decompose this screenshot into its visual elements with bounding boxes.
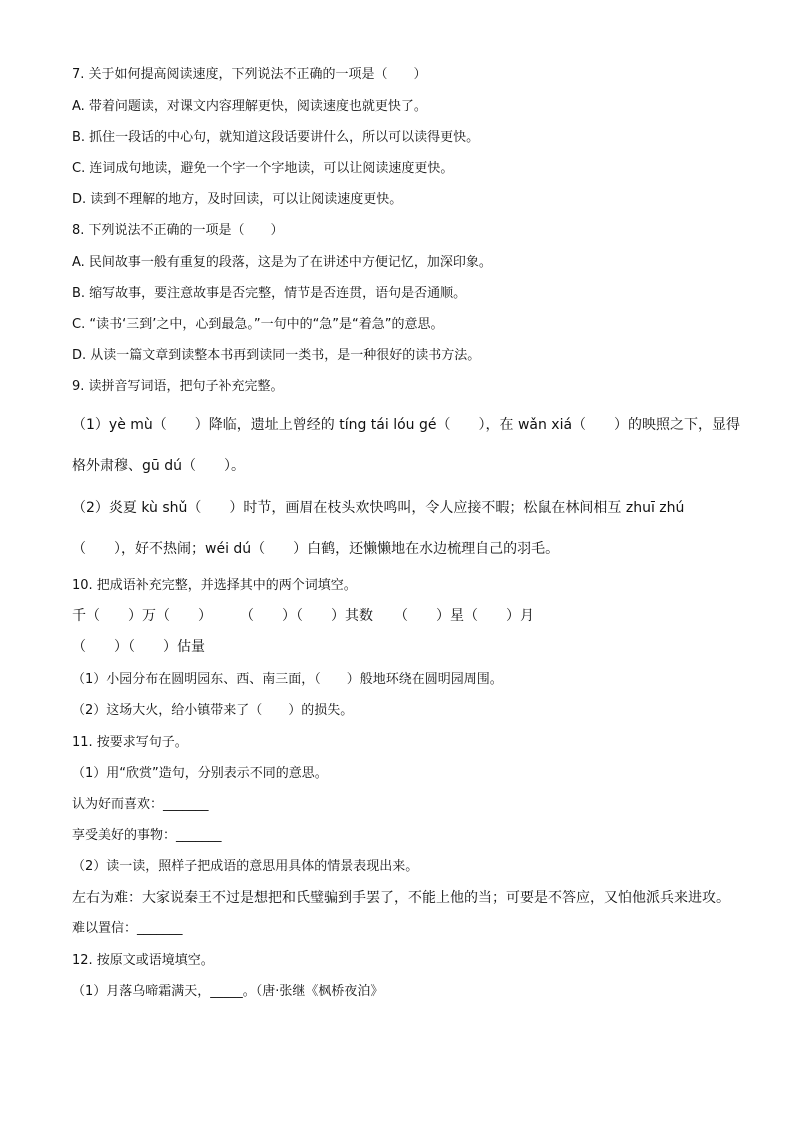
question-7-option-d: D. 读到不理解的地方，及时回读，可以让阅读速度更快。 (72, 192, 403, 207)
question-8-option-b: B. 缩写故事，要注意故事是否完整，情节是否连贯，语句是否通顺。 (72, 286, 467, 301)
question-11-part1-meaning-a: 认为好而喜欢：_______ (72, 797, 209, 812)
question-12-stem: 12. 按原文或语境填空。 (72, 953, 214, 968)
question-10-idioms-row1: 千（ ）万（ ） （ ）（ ）其数 （ ）星（ ）月 (72, 608, 534, 624)
question-7-option-a: A. 带着问题读，对课文内容理解更快，阅读速度也就更快了。 (72, 99, 427, 114)
question-11-part1: （1）用“欣赏”造句，分别表示不同的意思。 (72, 766, 328, 781)
question-8-option-c: C. “读书‘三到’之中，心到最急。”一句中的“急”是“着急”的意思。 (72, 317, 444, 332)
question-12-part1: （1）月落乌啼霜满天，_____。（唐·张继《枫桥夜泊》 (72, 984, 384, 999)
question-8-option-a: A. 民间故事一般有重复的段落，这是为了在讲述中方便记忆，加深印象。 (72, 255, 492, 270)
question-10-sentence1: （1）小园分布在圆明园东、西、南三面，（ ）般地环绕在圆明园周围。 (72, 672, 503, 687)
question-7-option-b: B. 抓住一段话的中心句，就知道这段话要讲什么，所以可以读得更快。 (72, 130, 480, 145)
question-11-part2: （2）读一读，照样子把成语的意思用具体的情景表现出来。 (72, 859, 419, 874)
question-9-part2-line2: （ ），好不热闹；wéi dú（ ）白鹤，还懒懒地在水边梳理自己的羽毛。 (72, 541, 560, 557)
question-10-sentence2: （2）这场大火，给小镇带来了（ ）的损失。 (72, 703, 354, 718)
question-8-stem: 8. 下列说法不正确的一项是（ ） (72, 223, 284, 238)
question-11-part1-meaning-b: 享受美好的事物：_______ (72, 828, 222, 843)
question-8-option-d: D. 从读一篇文章到读整本书再到读同一类书，是一种很好的读书方法。 (72, 348, 481, 363)
question-9-part2-line1: （2）炎夏 kù shǔ（ ）时节，画眉在枝头欢快鸣叫，令人应接不暇；松鼠在林间相互 zhuī zhú (72, 500, 685, 516)
question-7-option-c: C. 连词成句地读，避免一个字一个字地读，可以让阅读速度更快。 (72, 161, 454, 176)
question-11-stem: 11. 按要求写句子。 (72, 735, 188, 750)
question-7-stem: 7. 关于如何提高阅读速度，下列说法不正确的一项是（ ） (72, 67, 427, 82)
question-10-stem: 10. 把成语补充完整，并选择其中的两个词填空。 (72, 578, 357, 593)
question-9-part1-line1: （1）yè mù（ ）降临，遗址上曾经的 tíng tái lóu gé（ ），在 wǎn xiá（ ）的映照之下，显得 (72, 417, 741, 433)
question-10-idioms-row2: （ ）（ ）估量 (72, 639, 205, 655)
question-9-part1-line2: 格外肃穆、gū dú（ ）。 (72, 458, 245, 474)
question-11-part2-task: 难以置信：_______ (72, 921, 183, 936)
question-11-part2-example: 左右为难：大家说秦王不过是想把和氏璧骗到手罢了，不能上他的当；可要是不答应，又怕他派兵来进攻。 (72, 890, 730, 906)
question-9-stem: 9. 读拼音写词语，把句子补充完整。 (72, 379, 284, 394)
